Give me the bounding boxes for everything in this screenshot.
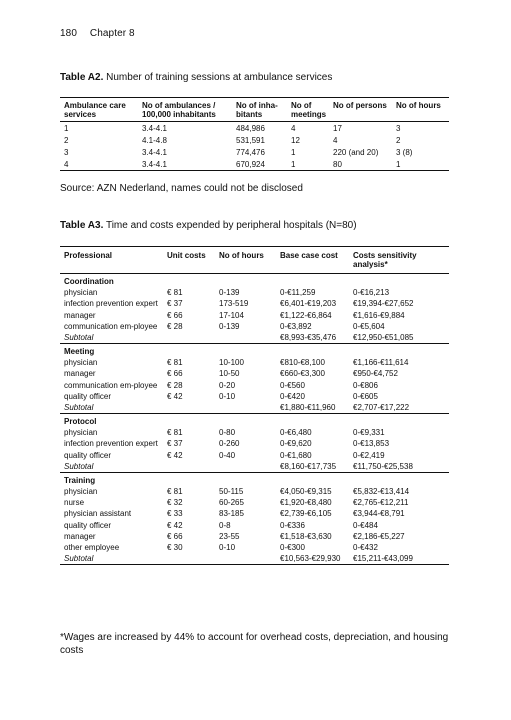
- table-cell: quality officer: [64, 450, 111, 460]
- table-cell: €3,944-€8,791: [353, 509, 405, 519]
- table-cell: 17-104: [219, 310, 244, 320]
- section-title: Protocol: [64, 417, 97, 427]
- table-row: [60, 321, 449, 332]
- table-cell: physician: [64, 288, 98, 298]
- column-header: Costs sensitivity analysis*: [353, 251, 417, 269]
- table-cell: € 28: [167, 380, 183, 390]
- table-cell: 0-€484: [353, 520, 378, 530]
- table-cell: €1,518-€3,630: [280, 531, 332, 541]
- table-cell: 0-40: [219, 450, 236, 460]
- table-cell: 3: [64, 147, 69, 157]
- table-cell: 0-€9,620: [280, 439, 312, 449]
- column-header: No of inha-bitants: [236, 101, 278, 119]
- table-cell: €19,394-€27,652: [353, 299, 414, 309]
- table-cell: 0-€2,419: [353, 450, 385, 460]
- table-row: [60, 508, 449, 519]
- subtotal-row: [60, 461, 449, 473]
- column-header: Ambulance care services: [64, 101, 126, 119]
- table-cell: € 37: [167, 439, 183, 449]
- table-row: [60, 427, 449, 438]
- table-cell: 10-50: [219, 369, 240, 379]
- table-cell: 0-10: [219, 391, 236, 401]
- table-row: [60, 122, 449, 135]
- table-cell: 17: [333, 123, 342, 133]
- table-cell: 0-€806: [353, 380, 378, 390]
- table-cell: nurse: [64, 498, 85, 508]
- table-cell: [163, 553, 215, 565]
- table-cell: €1,880-€11,960: [280, 402, 336, 412]
- section-header-row: [60, 344, 449, 358]
- table-cell: € 42: [167, 450, 183, 460]
- table-cell: € 33: [167, 509, 183, 519]
- table-cell: €1,122-€6,864: [280, 310, 332, 320]
- table-cell: € 42: [167, 391, 183, 401]
- table-cell: quality officer: [64, 520, 111, 530]
- table-cell: 4: [291, 123, 296, 133]
- table-row: [60, 146, 449, 158]
- table-row: [60, 497, 449, 508]
- table-cell: 1: [291, 159, 296, 169]
- table-cell: 220 (and 20): [333, 147, 379, 157]
- table-cell: physician assistant: [64, 509, 132, 519]
- table-cell: € 81: [167, 358, 183, 368]
- table-row: [60, 542, 449, 553]
- table-cell: € 42: [167, 520, 183, 530]
- table-cell: 0-€11,259: [280, 288, 316, 298]
- table-cell: manager: [64, 369, 96, 379]
- table-cell: € 66: [167, 531, 183, 541]
- table-row: [60, 531, 449, 542]
- table-cell: [163, 332, 215, 344]
- table-cell: €6,401-€19,203: [280, 299, 337, 309]
- table-row: [60, 391, 449, 402]
- table-cell: €950-€4,752: [353, 369, 398, 379]
- column-header: No of persons: [333, 101, 387, 110]
- source-note: Source: AZN Nederland, names could not be disclosed: [60, 183, 303, 194]
- footnote: *Wages are increased by 44% to account for overhead costs, depreciation, and housing costs: [60, 632, 449, 656]
- subtotal-row: [60, 402, 449, 414]
- table-row: [60, 486, 449, 497]
- table-cell: 3.4-4.1: [142, 123, 167, 133]
- column-header: Professional: [64, 251, 113, 260]
- table-row: [60, 450, 449, 461]
- table-cell: infection prevention expert: [64, 439, 158, 449]
- table-a3-header-row: [60, 247, 449, 274]
- table-cell: 0-€420: [280, 391, 305, 401]
- section-title: Coordination: [64, 277, 114, 286]
- subtotal-label: Subtotal: [64, 402, 94, 412]
- table-cell: 0-€3,892: [280, 321, 312, 331]
- table-cell: €2,186-€5,227: [353, 531, 405, 541]
- table-cell: €10,563-€29,930: [280, 554, 341, 564]
- table-cell: [215, 461, 276, 473]
- table-cell: [163, 402, 215, 414]
- table-cell: communication em-ployee: [64, 321, 158, 331]
- table-cell: 0-8: [219, 520, 231, 530]
- table-cell: [215, 332, 276, 344]
- table-row: [60, 158, 449, 171]
- section-title: Training: [64, 475, 96, 485]
- table-cell: physician: [64, 487, 98, 497]
- table-cell: €1,920-€8,480: [280, 498, 332, 508]
- table-cell: € 37: [167, 299, 183, 309]
- table-cell: 83-185: [219, 509, 244, 519]
- table-cell: €5,832-€13,414: [353, 487, 410, 497]
- table-cell: 4: [333, 135, 338, 145]
- table-cell: 0-260: [219, 439, 240, 449]
- table-cell: 3: [396, 123, 401, 133]
- section-header-row: [60, 472, 449, 486]
- table-cell: 1: [64, 123, 69, 133]
- table-cell: 531,591: [236, 135, 265, 145]
- table-cell: 3.4-4.1: [142, 147, 167, 157]
- table-cell: €15,211-€43,099: [353, 554, 413, 564]
- table-cell: 0-€16,213: [353, 288, 390, 298]
- table-a2-header-row: [60, 98, 449, 122]
- table-a2: [60, 97, 449, 171]
- table-cell: 0-€13,853: [353, 439, 390, 449]
- table-cell: [215, 402, 276, 414]
- table-row: [60, 368, 449, 379]
- table-cell: €2,739-€6,105: [280, 509, 332, 519]
- table-cell: 0-€432: [353, 543, 378, 553]
- table-cell: €2,707-€17,222: [353, 402, 410, 412]
- table-cell: € 81: [167, 487, 183, 497]
- table-a3-title: Time and costs expended by peripheral hospitals (N=80): [105, 220, 357, 231]
- column-header: Unit costs: [167, 251, 206, 260]
- column-header: No of hours: [396, 101, 441, 110]
- table-cell: €810-€8,100: [280, 358, 325, 368]
- subtotal-label: Subtotal: [64, 554, 94, 564]
- column-header: Base case cost: [280, 251, 338, 260]
- chapter-label: Chapter 8: [89, 28, 135, 39]
- table-a3-body: [60, 274, 449, 565]
- table-cell: 23-55: [219, 531, 240, 541]
- table-cell: 173-519: [219, 299, 249, 309]
- table-cell: manager: [64, 310, 96, 320]
- table-a3-caption: [60, 220, 357, 231]
- table-cell: €8,160-€17,735: [280, 461, 337, 471]
- section-header-row: [60, 414, 449, 428]
- table-cell: €2,765-€12,211: [353, 498, 409, 508]
- table-cell: 0-10: [219, 543, 236, 553]
- table-cell: 12: [291, 135, 300, 145]
- column-header: No of ambulances / 100,000 inhabitants: [142, 101, 216, 119]
- table-cell: €1,166-€11,614: [353, 358, 409, 368]
- table-cell: 60-265: [219, 498, 244, 508]
- table-cell: 0-€5,604: [353, 321, 385, 331]
- table-cell: physician: [64, 358, 98, 368]
- table-a2-title: Number of training sessions at ambulance services: [106, 72, 333, 83]
- table-cell: €8,993-€35,476: [280, 332, 337, 342]
- table-cell: manager: [64, 531, 96, 541]
- table-row: [60, 357, 449, 368]
- table-cell: 0-139: [219, 321, 240, 331]
- table-cell: 0-€605: [353, 391, 378, 401]
- running-header: [60, 28, 145, 39]
- table-row: [60, 520, 449, 531]
- table-a2-caption: [60, 72, 332, 83]
- table-row: [60, 287, 449, 298]
- table-cell: 670,924: [236, 159, 265, 169]
- table-cell: 1: [396, 159, 401, 169]
- table-cell: 3 (8): [396, 147, 413, 157]
- table-cell: € 30: [167, 543, 183, 553]
- table-cell: infection prevention expert: [64, 299, 158, 309]
- table-row: [60, 298, 449, 309]
- table-cell: 0-€560: [280, 380, 305, 390]
- table-cell: 10-100: [219, 358, 244, 368]
- subtotal-row: [60, 553, 449, 565]
- table-cell: 0-139: [219, 288, 240, 298]
- table-cell: €660-€3,300: [280, 369, 325, 379]
- table-cell: 1: [291, 147, 296, 157]
- column-header: No of meetings: [291, 101, 327, 119]
- table-cell: € 81: [167, 288, 183, 298]
- table-row: [60, 438, 449, 449]
- table-cell: 774,476: [236, 147, 265, 157]
- table-cell: physician: [64, 428, 98, 438]
- table-cell: 2: [396, 135, 401, 145]
- subtotal-label: Subtotal: [64, 461, 94, 471]
- table-cell: 4.1-4.8: [142, 135, 167, 145]
- table-cell: 4: [64, 159, 69, 169]
- table-cell: € 81: [167, 428, 183, 438]
- table-cell: 0-20: [219, 380, 236, 390]
- table-a3: [60, 246, 449, 565]
- table-cell: 3.4-4.1: [142, 159, 167, 169]
- table-cell: € 32: [167, 498, 183, 508]
- table-row: [60, 380, 449, 391]
- subtotal-row: [60, 332, 449, 344]
- table-cell: 0-€336: [280, 520, 305, 530]
- table-cell: €11,750-€25,538: [353, 461, 413, 471]
- table-cell: 0-€1,680: [280, 450, 312, 460]
- table-a3-label: Table A3.: [60, 220, 104, 231]
- table-cell: 0-80: [219, 428, 236, 438]
- section-header-row: [60, 274, 449, 288]
- table-a2-label: Table A2.: [60, 72, 104, 83]
- subtotal-label: Subtotal: [64, 332, 94, 342]
- table-cell: 0-€9,331: [353, 428, 385, 438]
- table-cell: €1,616-€9,884: [353, 310, 405, 320]
- table-cell: quality officer: [64, 391, 111, 401]
- table-cell: 2: [64, 135, 69, 145]
- table-cell: [215, 553, 276, 565]
- table-cell: € 28: [167, 321, 183, 331]
- table-cell: other employee: [64, 543, 120, 553]
- table-cell: € 66: [167, 310, 183, 320]
- column-header: No of hours: [219, 251, 264, 260]
- page-number: 180: [60, 28, 77, 39]
- table-cell: €4,050-€9,315: [280, 487, 332, 497]
- table-cell: €12,950-€51,085: [353, 332, 414, 342]
- table-cell: 80: [333, 159, 342, 169]
- table-row: [60, 134, 449, 146]
- table-cell: communication em-ployee: [64, 380, 158, 390]
- section-title: Meeting: [64, 347, 95, 357]
- table-cell: 484,986: [236, 123, 265, 133]
- table-row: [60, 309, 449, 320]
- table-cell: 50-115: [219, 487, 244, 497]
- table-cell: [163, 461, 215, 473]
- table-cell: 0-€6,480: [280, 428, 312, 438]
- table-cell: € 66: [167, 369, 183, 379]
- table-cell: 0-€300: [280, 543, 305, 553]
- table-a2-body: [60, 122, 449, 171]
